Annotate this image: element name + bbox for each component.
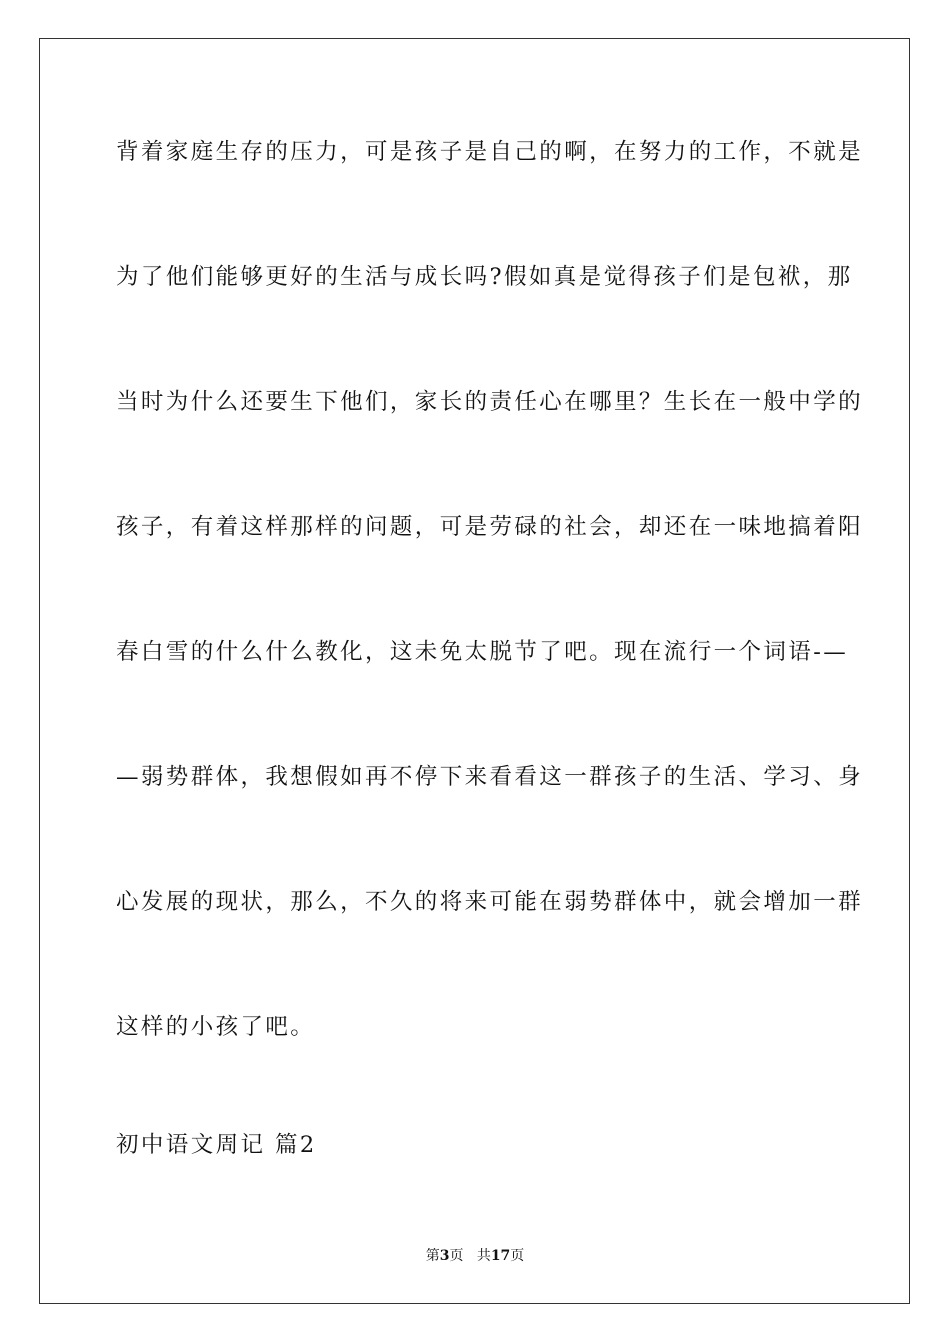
- body-line-6: —弱势群体，我想假如再不停下来看看这一群孩子的生活、学习、身: [116, 764, 864, 790]
- page-prefix: 第: [425, 1248, 440, 1264]
- body-line-3: 当时为什么还要生下他们，家长的责任心在哪里？生长在一般中学的: [116, 389, 864, 415]
- body-line-4: 孩子，有着这样那样的问题，可是劳碌的社会，却还在一味地搞着阳: [116, 514, 864, 540]
- total-prefix: 共: [476, 1248, 491, 1264]
- current-page-number: 3: [439, 1248, 450, 1264]
- body-line-7: 心发展的现状，那么，不久的将来可能在弱势群体中，就会增加一群: [116, 889, 864, 915]
- page-border: [39, 38, 910, 1304]
- body-line-2: 为了他们能够更好的生活与成长吗?假如真是觉得孩子们是包袱，那: [116, 264, 853, 290]
- body-line-1: 背着家庭生存的压力，可是孩子是自己的啊，在努力的工作，不就是: [116, 139, 864, 165]
- page-footer: [0, 1247, 950, 1265]
- total-suffix: 页: [510, 1248, 525, 1264]
- body-line-5: 春白雪的什么什么教化，这未免太脱节了吧。现在流行一个词语-—: [116, 639, 849, 665]
- body-line-8: 这样的小孩了吧。: [116, 1014, 316, 1040]
- total-page-count: 17: [490, 1248, 511, 1264]
- section-heading: 初中语文周记 篇2: [116, 1132, 317, 1158]
- page-suffix: 页: [449, 1248, 464, 1264]
